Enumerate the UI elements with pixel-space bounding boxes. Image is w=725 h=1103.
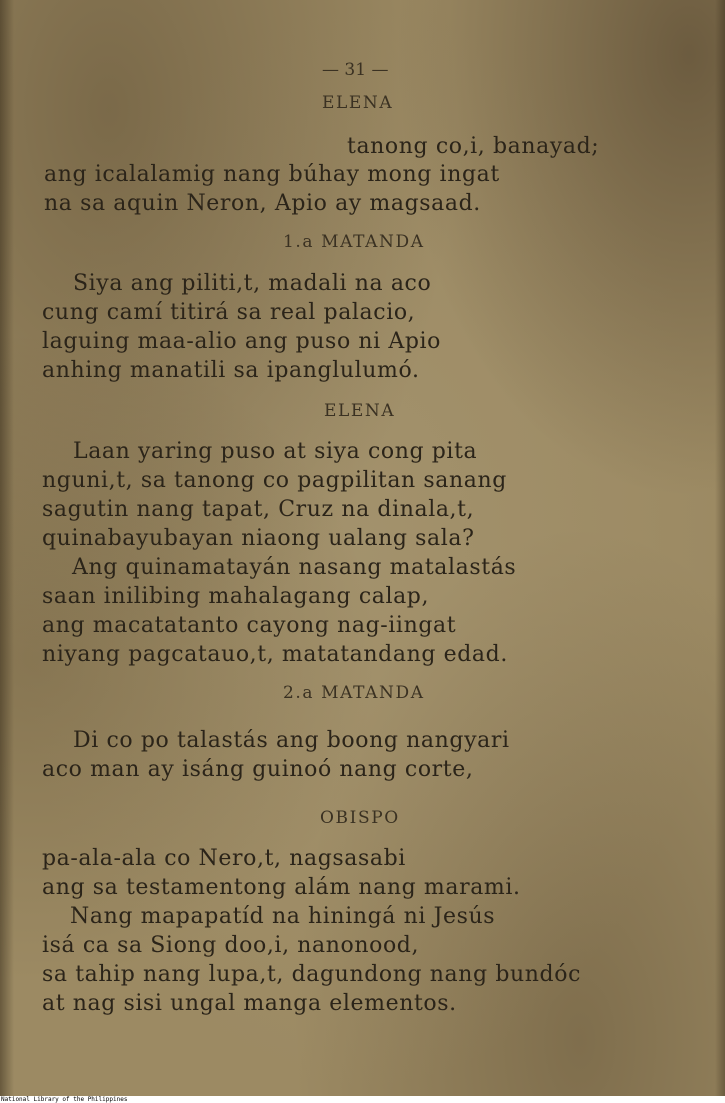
verse-line: isá ca sa Siong doo,i, nanonood,: [42, 933, 420, 958]
verse-line: quinabayubayan niaong ualang sala?: [42, 526, 475, 551]
verse-line: Di co po talastás ang boong nangyari: [73, 728, 510, 753]
speaker-heading: 1.a MATANDA: [283, 232, 425, 252]
verse-line: sa tahip nang lupa,t, dagundong nang bundóc: [42, 962, 581, 987]
speaker-heading: ELENA: [324, 401, 396, 421]
verse-line: ang sa testamentong alám nang marami.: [42, 875, 521, 900]
page-number: — 31 —: [322, 60, 389, 80]
page-edge-shadow-right: [715, 0, 725, 1096]
footer-bar: [0, 1096, 725, 1103]
verse-line: niyang pagcatauo,t, matatandang edad.: [42, 642, 508, 667]
verse-line: aco man ay isáng guinoó nang corte,: [42, 757, 474, 782]
library-credit: National Library of the Philippines: [1, 1096, 128, 1103]
verse-line: laguing maa-alio ang puso ni Apio: [42, 329, 442, 354]
speaker-heading: OBISPO: [320, 808, 400, 828]
verse-line: Laan yaring puso at siya cong pita: [73, 439, 478, 464]
verse-line: cung camí titirá sa real palacio,: [42, 300, 416, 325]
speaker-heading: 2.a MATANDA: [283, 683, 425, 703]
verse-line: sagutin nang tapat, Cruz na dinala,t,: [42, 497, 475, 522]
verse-line: Nang mapapatíd na hiningá ni Jesús: [70, 904, 496, 929]
verse-line: na sa aquin Neron, Apio ay magsaad.: [44, 191, 481, 216]
verse-line: at nag sisi ungal manga elementos.: [42, 991, 457, 1016]
page-edge-shadow-left: [0, 0, 14, 1096]
verse-line: Siya ang piliti,t, madali na aco: [73, 271, 432, 296]
verse-line: pa-ala-ala co Nero,t, nagsasabi: [42, 846, 406, 871]
verse-line: anhing manatili sa ipanglulumó.: [42, 358, 420, 383]
verse-line: Ang quinamatayán nasang matalastás: [72, 555, 517, 580]
speaker-heading: ELENA: [322, 93, 394, 113]
verse-line: ang icalalamig nang búhay mong ingat: [44, 162, 500, 187]
verse-line: tanong co,i, banayad;: [347, 134, 600, 159]
verse-line: ang macatatanto cayong nag-iingat: [42, 613, 457, 638]
verse-line: nguni,t, sa tanong co pagpilitan sanang: [42, 468, 507, 493]
verse-line: saan inilibing mahalagang calap,: [42, 584, 430, 609]
